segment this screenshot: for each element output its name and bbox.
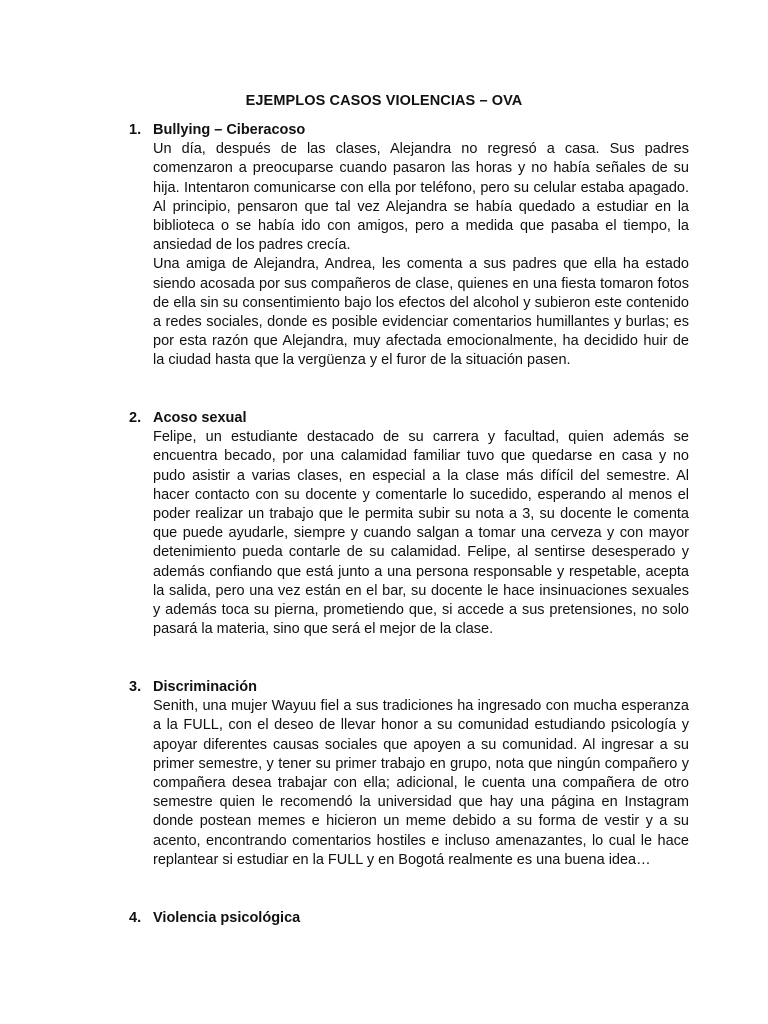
- section-number: 4.: [129, 910, 142, 926]
- section-number: 1.: [129, 122, 142, 138]
- section-heading: [129, 909, 689, 928]
- section-number: 2.: [129, 410, 142, 426]
- section-paragraph: Felipe, un estudiante destacado de su carrera y facultad, quien además se encuentra becado, por una calamidad familiar tuvo que quedarse en casa y no pudo asistir a varias clases, en especial a la clase más difícil del semestre. Al hacer contacto con su docente y comentarle lo sucedido, esperando al menos el poder realizar un trabajo que le permita subir su nota a 3, su docente le comenta que puede ayudarle, siempre y cuando salgan a tomar una cerveza y con mayor detenimiento pueda contarle de su calamidad. Felipe, al sentirse desesperado y además confiando que está junto a una persona responsable y respetable, acepta la salida, pero una vez están en el bar, su docente le hace insinuaciones sexuales y además toca su pierna, prometiendo que, si accede a sus pretensiones, no solo pasará la materia, sino que será el mejor de la clase.: [153, 429, 689, 638]
- section-discriminacion: [129, 678, 689, 870]
- section-acoso-sexual: [129, 409, 689, 639]
- document-title: EJEMPLOS CASOS VIOLENCIAS – OVA: [245, 93, 523, 109]
- section-heading: [129, 678, 689, 697]
- section-title: Discriminación: [153, 679, 257, 695]
- section-bullying-ciberacoso: [129, 121, 689, 371]
- section-title: Acoso sexual: [153, 410, 247, 426]
- section-paragraph: Senith, una mujer Wayuu fiel a sus tradiciones ha ingresado con mucha esperanza a la FULL, con el deseo de llevar honor a su comunidad estudiando psicología y apoyar diferentes causas sociales que apoyen a su comunidad. Al ingresar a su primer semestre, y tener su primer trabajo en grupo, nota que ningún compañero y compañera desea trabajar con ella; adicional, le cuenta una compañera de otro semestre quien le recomendó la universidad que hay una página en Instagram donde postean memes e hicieron un meme debido a su forma de vestir y a su acento, encontrando comentarios hostiles e incluso amenazantes, lo cual le hace replantear si estudiar en la FULL y en Bogotá realmente es una buena idea…: [153, 698, 689, 868]
- section-title: Violencia psicológica: [153, 910, 301, 926]
- section-violencia-psicologica: [129, 909, 689, 928]
- section-heading: [129, 409, 689, 428]
- section-heading: [129, 121, 689, 140]
- section-number: 3.: [129, 679, 142, 695]
- section-paragraph: Una amiga de Alejandra, Andrea, les comenta a sus padres que ella ha estado siendo acosada por sus compañeros de clase, quienes en una fiesta tomaron fotos de ella sin su consentimiento bajo los efectos del alcohol y subieron este contenido a redes sociales, donde es posible evidenciar comentarios humillantes y burlas; es por esta razón que Alejandra, muy afectada emocionalmente, ha decidido huir de la ciudad hasta que la vergüenza y el furor de la situación pasen.: [153, 256, 689, 369]
- section-paragraph: Un día, después de las clases, Alejandra no regresó a casa. Sus padres comenzaron a preocuparse cuando pasaron las horas y no había señales de su hija. Intentaron comunicarse con ella por teléfono, pero su celular estaba apagado. Al principio, pensaron que tal vez Alejandra se había quedado a estudiar en la biblioteca o se había ido con amigos, pero a medida que pasaba el tiempo, la ansiedad de los padres crecía.: [153, 141, 689, 254]
- section-title: Bullying – Ciberacoso: [153, 122, 306, 138]
